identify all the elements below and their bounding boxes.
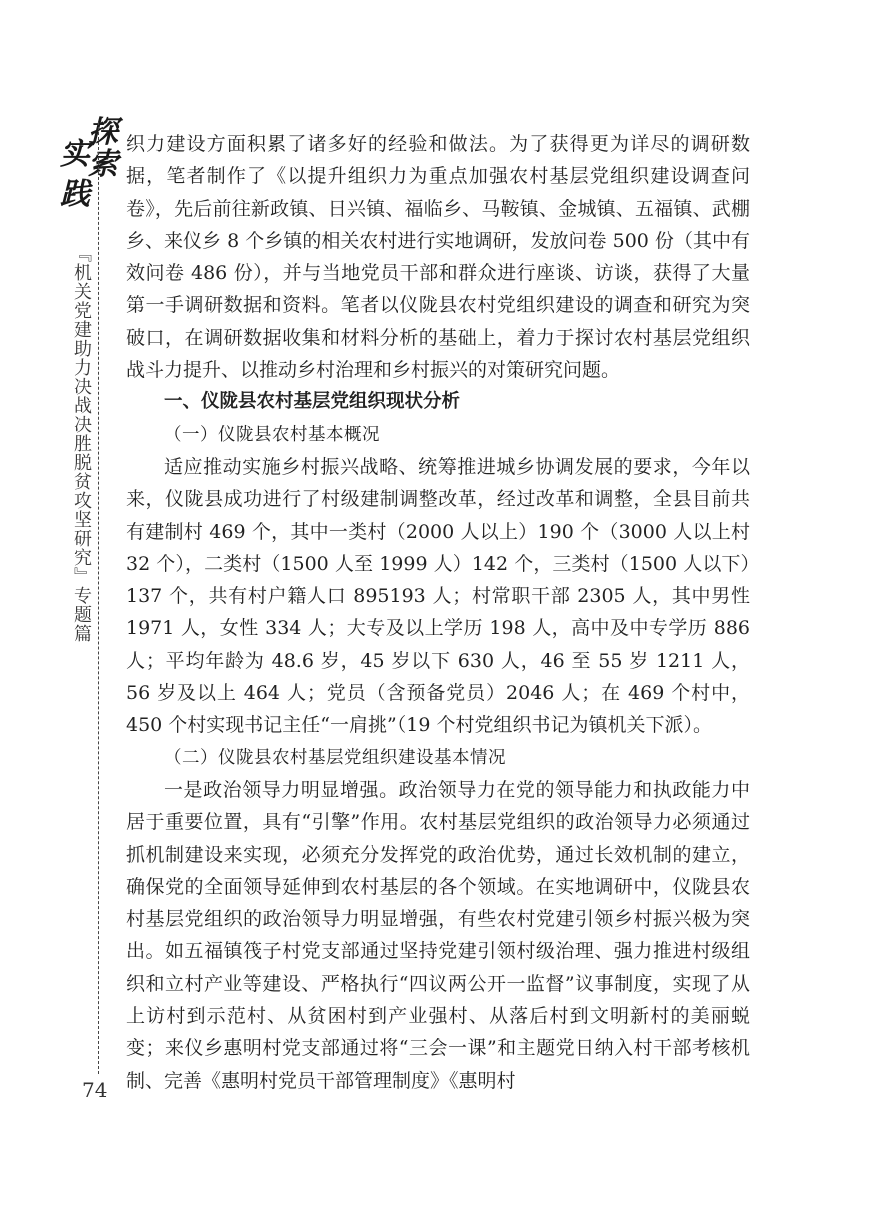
page-number: 74 bbox=[82, 1078, 108, 1102]
paragraph-political-leadership: 一是政治领导力明显增强。政治领导力在党的领导能力和执政能力中居于重要位置，具有“引擎”作用。农村基层党组织的政治领导力必须通过抓机制建设来实现，必须充分发挥党的政治优势，通过长效机制的建立，确保党的全面领导延伸到农村基层的各个领域。在实地调研中，仪陇县农村基层党组织的政治领导力明显增强，有些农村党建引领乡村振兴极为突出。如五福镇筏子村党支部通过坚持党建引领村级治理、强力推进村级组织和立村产业等建设、严格执行“四议两公开一监督”议事制度，实现了从上访村到示范村、从贫困村到产业强村、从落后村到文明新村的美丽蜕变；来仪乡惠明村党支部通过将“三会一课”和主题党日纳入村干部考核机制、完善《惠明村党员干部管理制度》《惠明村 bbox=[126, 778, 750, 1092]
section-heading: 一、仪陇县农村基层党组织现状分析 bbox=[164, 391, 461, 413]
logo-char-suo: 索 bbox=[88, 147, 118, 182]
tansuo-shijian-logo bbox=[60, 115, 120, 238]
logo-char-jian: 践 bbox=[60, 177, 90, 212]
article-body bbox=[126, 128, 750, 1097]
subsection-heading-2: （二）仪陇县农村基层党组织建设基本情况 bbox=[164, 747, 506, 768]
paragraph-intro: 织力建设方面积累了诸多好的经验和做法。为了获得更为详尽的调研数据，笔者制作了《以提升组织力为重点加强农村基层党组织建设调查问卷》，先后前往新政镇、日兴镇、福临乡、马鞍镇、金城镇、五福镇、武棚乡、来仪乡 8 个乡镇的相关农村进行实地调研，发放问卷 500 份（其中有效问卷 486 份），并与当地党员干部和群众进行座谈、访谈，获得了大量第一手调研数据和资料。笔者以仪陇县农村党组织建设的调查和研究为突破口，在调研数据收集和材料分析的基础上，着力于探讨农村基层党组织战斗力提升、以推动乡村治理和乡村振兴的对策研究问题。 bbox=[126, 133, 750, 382]
subsection-heading-1: （一）仪陇县农村基本概况 bbox=[164, 424, 380, 445]
dashed-divider bbox=[98, 122, 99, 1074]
logo-char-shi: 实 bbox=[60, 137, 90, 172]
section-vertical-title: 『机关党建助力决战决胜脱贫攻坚研究』专题篇 bbox=[71, 244, 92, 643]
logo-char-tan: 探 bbox=[88, 115, 118, 150]
paragraph-overview: 适应推动实施乡村振兴战略、统筹推进城乡协调发展的要求，今年以来，仪陇县成功进行了村级建制调整改革，经过改革和调整，全县目前共有建制村 469 个，其中一类村（2000 人以上）190 个（3000 人以上村 32 个），二类村（1500 人至 1999 人）142 个，三类村（1500 人以下）137 个，共有村户籍人口 895193 人；村常职干部 2305 人，其中男性 1971 人，女性 334 人；大专及以上学历 198 人，高中及中专学历 886 人；平均年龄为 48.6 岁，45 岁以下 630 人，46 至 55 岁 1211 人，56 岁及以上 464 人；党员（含预备党员）2046 人；在 469 个村中，450 个村实现书记主任“一肩挑”（19 个村党组织书记为镇机关下派）。 bbox=[126, 455, 750, 737]
